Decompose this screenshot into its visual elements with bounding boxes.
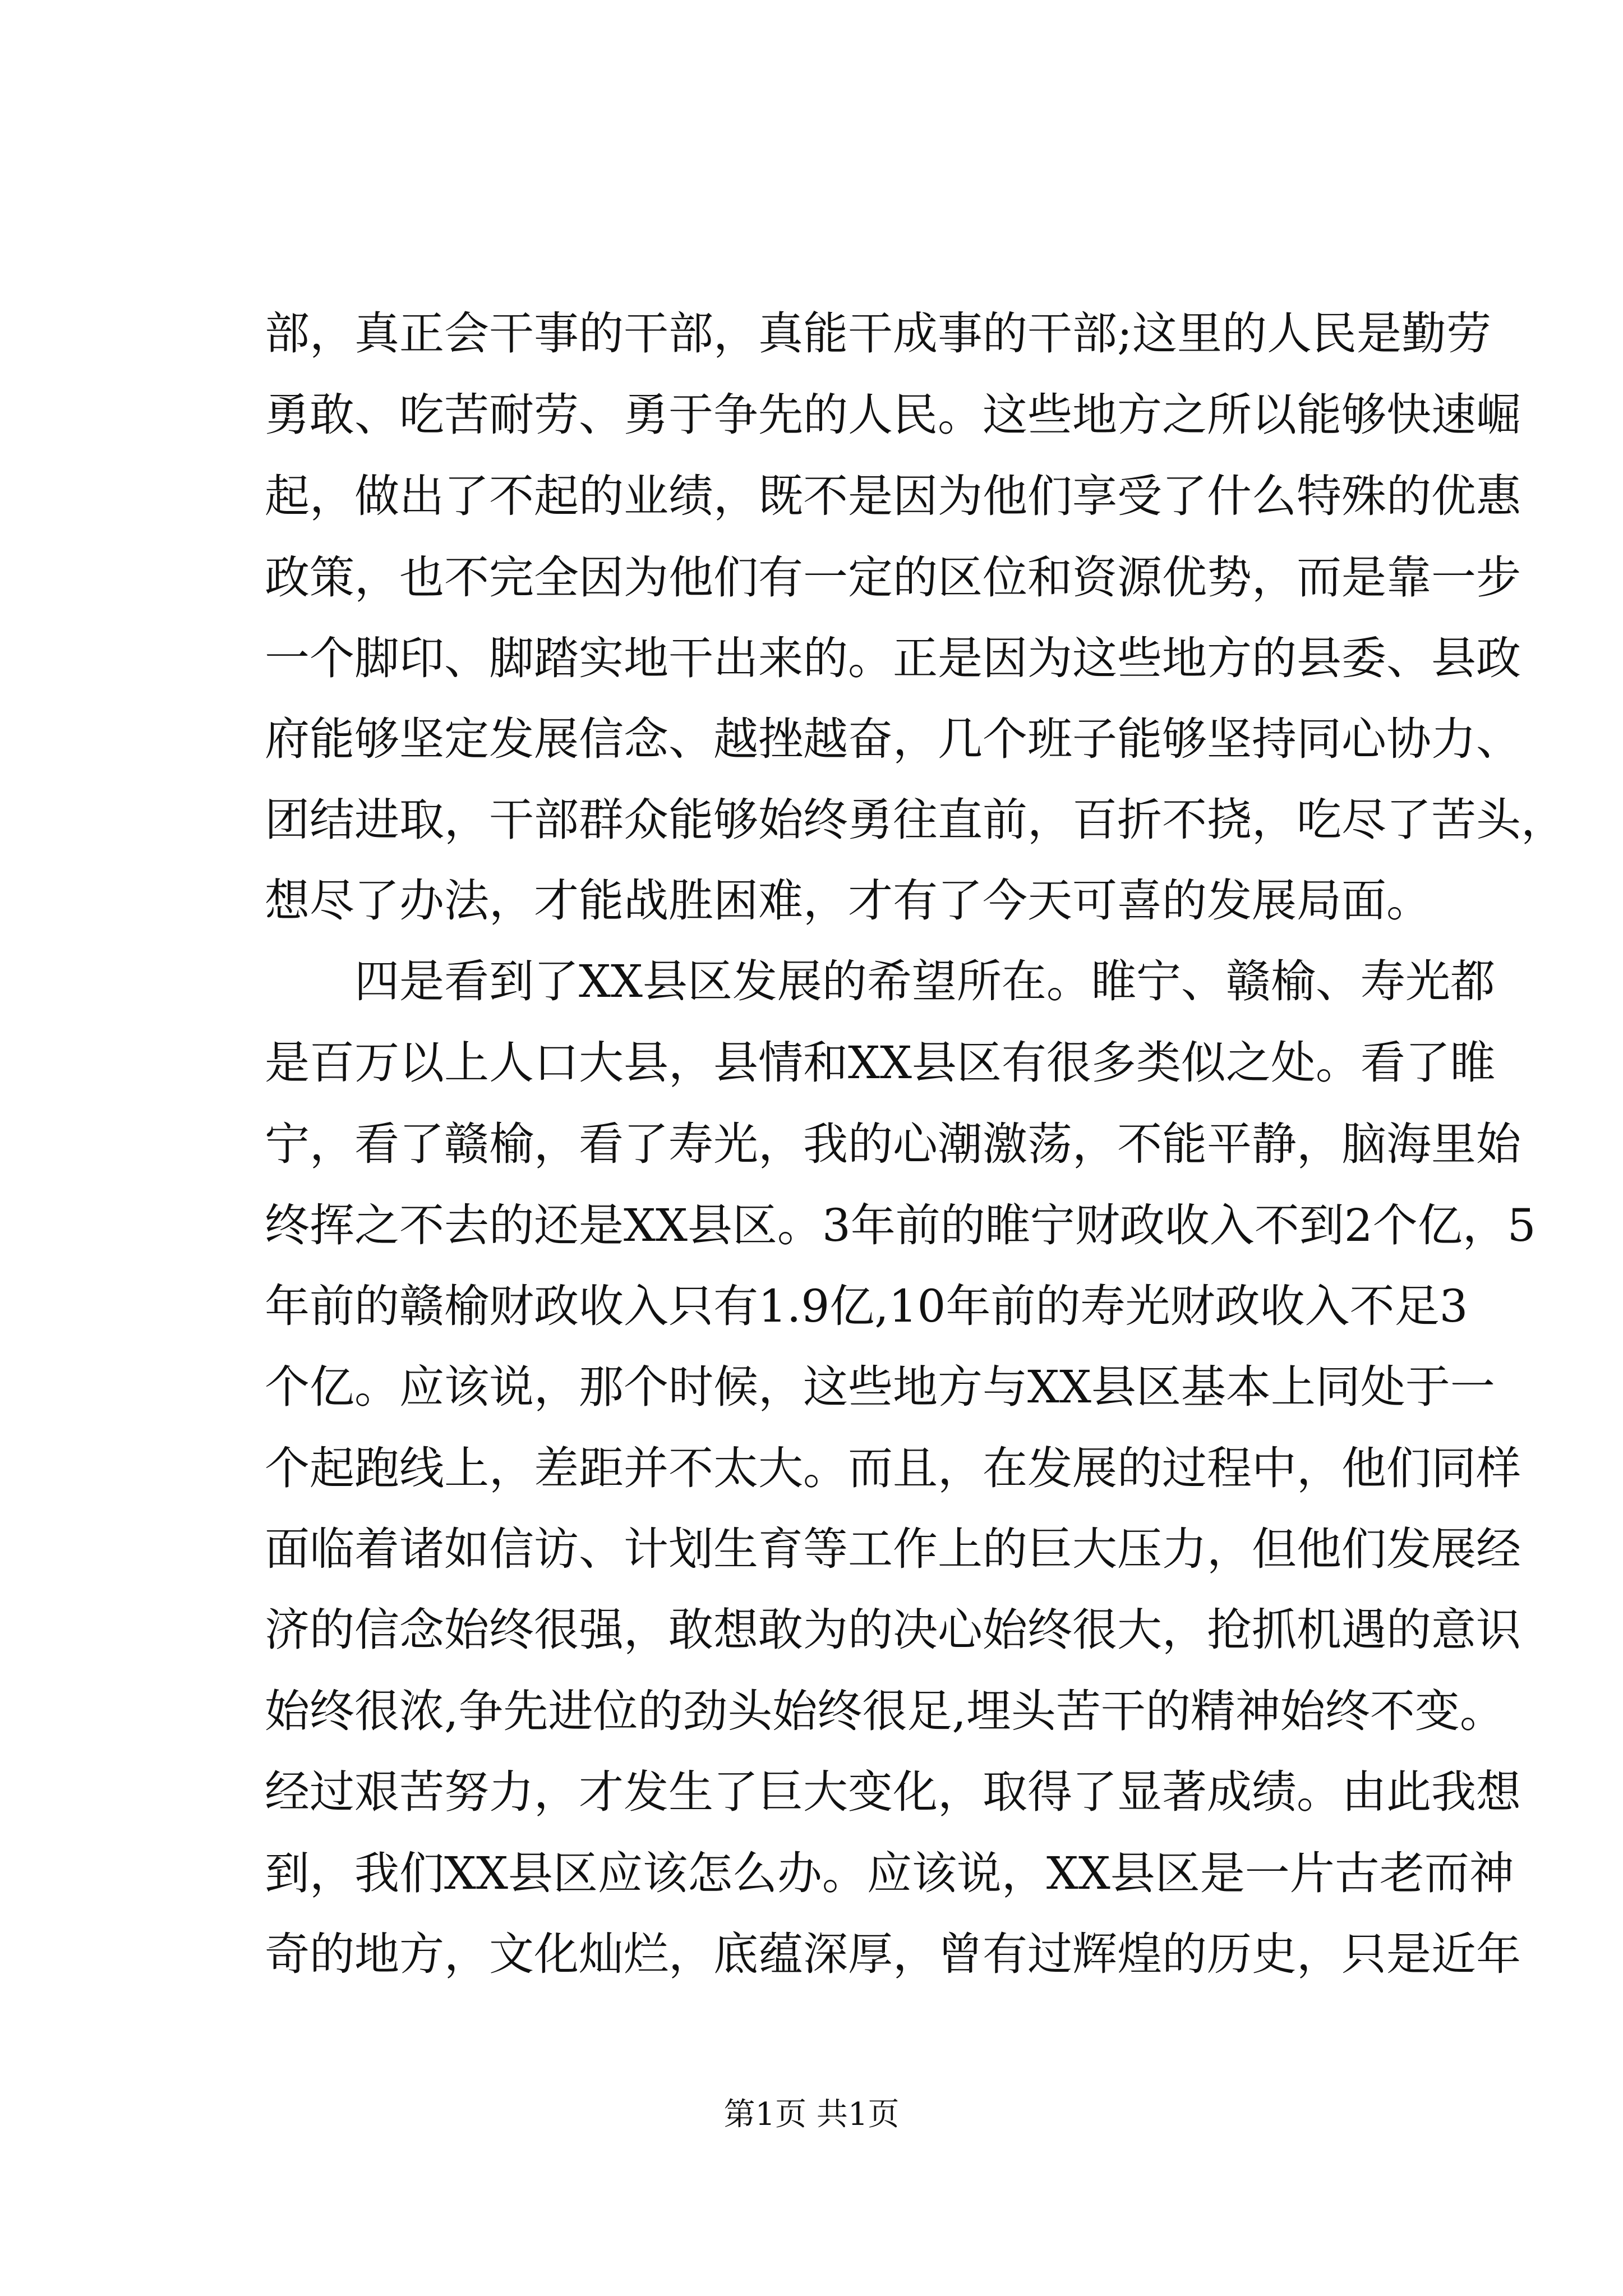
text-line: 想尽了办法，才能战胜困难，才有了今天可喜的发展局面。 — [265, 875, 1431, 927]
text-line: 始终很浓,争先进位的劲头始终很足,埋头苦干的精神始终不变。 — [265, 1685, 1505, 1737]
text-line: 终挥之不去的还是XX县区。3年前的睢宁财政收入不到2个亿，5 — [265, 1199, 1536, 1251]
text-line: 经过艰苦努力，才发生了巨大变化，取得了显著成绩。由此我想 — [265, 1766, 1521, 1818]
text-line: 府能够坚定发展信念、越挫越奋，几个班子能够坚持同心协力、 — [265, 713, 1521, 765]
text-line: 济的信念始终很强，敢想敢为的决心始终很大，抢抓机遇的意识 — [265, 1604, 1521, 1656]
text-line: 团结进取，干部群众能够始终勇往直前，百折不挠，吃尽了苦头， — [265, 794, 1566, 846]
text-line: 勇敢、吃苦耐劳、勇于争先的人民。这些地方之所以能够快速崛 — [265, 389, 1521, 441]
page-footer: 第1页 共1页 — [723, 2096, 900, 2133]
text-line: 到，我们XX县区应该怎么办。应该说，XX县区是一片古老而神 — [265, 1847, 1514, 1899]
text-line: 个亿。应该说，那个时候，这些地方与XX县区基本上同处于一 — [265, 1361, 1495, 1413]
text-line: 宁，看了赣榆，看了寿光，我的心潮激荡，不能平静，脑海里始 — [265, 1118, 1521, 1170]
text-line: 面临着诸如信访、计划生育等工作上的巨大压力，但他们发展经 — [265, 1523, 1521, 1575]
text-line: 是百万以上人口大县，县情和XX县区有很多类似之处。看了睢 — [265, 1037, 1495, 1089]
text-line: 四是看到了XX县区发展的希望所在。睢宁、赣榆、寿光都 — [265, 955, 1495, 1007]
text-line: 起，做出了不起的业绩，既不是因为他们享受了什么特殊的优惠 — [265, 470, 1521, 522]
text-line: 奇的地方，文化灿烂，底蕴深厚，曾有过辉煌的历史，只是近年 — [265, 1928, 1521, 1980]
text-line: 个起跑线上，差距并不太大。而且，在发展的过程中，他们同样 — [265, 1442, 1521, 1494]
text-line: 部，真正会干事的干部，真能干成事的干部;这里的人民是勤劳 — [265, 307, 1491, 360]
text-line: 政策，也不完全因为他们有一定的区位和资源优势，而是靠一步 — [265, 551, 1521, 604]
text-line: 年前的赣榆财政收入只有1.9亿,10年前的寿光财政收入不足3 — [265, 1280, 1468, 1332]
text-line: 一个脚印、脚踏实地干出来的。正是因为这些地方的县委、县政 — [265, 632, 1521, 684]
